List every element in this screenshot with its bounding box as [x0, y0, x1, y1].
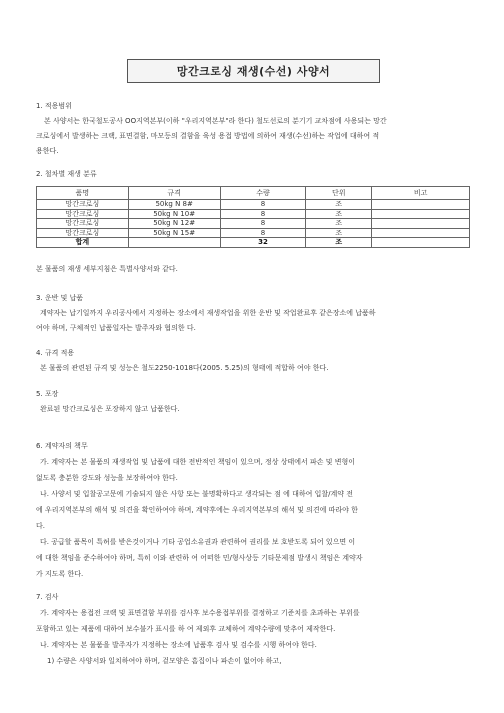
section-1-line: 크로싱에서 발생하는 크랙, 표면결함, 마모등의 결함을 육성 용접 방법에 의하여 재생(수선)하는 작업에 대하여 적 [36, 132, 380, 140]
section-6-line: 없도록 충분한 강도와 성능을 보장하여야 한다. [36, 474, 178, 482]
section-6-line: 가 지도록 한다. [36, 570, 84, 578]
section-6-line: 에 우리지역본부의 해석 및 의견을 확인하여야 하며, 계약후에는 우리지역본부의 해석 및 의견에 따라야 한 [36, 506, 358, 514]
section-6-heading: 6. 계약자의 책무 [36, 442, 88, 450]
table-row [37, 200, 470, 210]
cell-item-name: 망간크로싱 [37, 219, 129, 229]
cell-item-name: 망간크로싱 [37, 228, 129, 238]
section-2-note: 본 물품의 재생 세부지침은 특별사양서와 같다. [36, 265, 178, 273]
cell-remarks [372, 209, 470, 219]
section-7-line: 나. 계약자는 본 물품을 발주자가 지정하는 장소에 납품후 검사 및 검수를 시행 하여야 한다. [40, 641, 317, 649]
cell-item-name: 망간크로싱 [37, 209, 129, 219]
cell-quantity: 8 [220, 228, 306, 238]
cell-remarks [372, 200, 470, 210]
table-row [37, 219, 470, 229]
cell-remarks [372, 228, 470, 238]
cell-unit: 조 [306, 219, 372, 229]
cell-spec: 50kg N 10# [128, 209, 220, 219]
section-1-line: 본 사양서는 한국철도공사 OO지역본부(이하 "우리지역본부"라 한다) 철도선로의 분기기 교차점에 사용되는 망간 [44, 117, 387, 125]
section-1-line: 용한다. [36, 147, 59, 155]
cell-quantity: 8 [220, 209, 306, 219]
classification-table [36, 186, 470, 248]
table-row [37, 209, 470, 219]
section-5-heading: 5. 포장 [36, 390, 59, 398]
document-title: 망간크로싱 재생(수선) 사양서 [127, 59, 380, 83]
header-unit: 단위 [306, 187, 372, 200]
section-1-heading: 1. 적용범위 [36, 102, 72, 110]
header-remarks: 비고 [372, 187, 470, 200]
section-4-heading: 4. 규격 적용 [36, 349, 75, 357]
cell-quantity: 8 [220, 200, 306, 210]
total-unit: 조 [306, 238, 372, 248]
section-3-line: 여야 하며, 구체적인 납품일자는 발주자와 협의한 다. [36, 324, 196, 332]
section-6-line: 가. 계약자는 본 물품의 재생작업 및 납품에 대한 전반적인 책임이 있으며, 정상 상태에서 파손 및 변형이 [40, 458, 356, 466]
cell-unit: 조 [306, 228, 372, 238]
header-item-name: 품명 [37, 187, 129, 200]
header-spec: 규격 [128, 187, 220, 200]
section-7-line: 가. 계약자는 용접전 크랙 및 표면결함 부위를 검사후 보수용접부위를 결정하고 기준치를 초과하는 부위를 [40, 609, 360, 617]
section-6-line: 다. [36, 522, 45, 530]
cell-quantity: 8 [220, 219, 306, 229]
section-7-line: 포함하고 있는 제품에 대하여 보수불가 표시를 하 여 제외후 교체하여 계약수량에 맞추어 제작한다. [36, 625, 336, 633]
section-6-line: 다. 공급할 품목이 특허를 받은것이거나 기타 공업소유권과 관련하여 권리를 보 호받도록 되어 있으면 이 [40, 538, 356, 546]
total-remarks [372, 238, 470, 248]
cell-remarks [372, 219, 470, 229]
cell-unit: 조 [306, 200, 372, 210]
table-total-row [37, 238, 470, 248]
section-6-line: 나. 사양서 및 입찰공고문에 기술되지 않은 사항 또는 불명확하다고 생각되는 점 에 대하여 입찰/계약 전 [40, 490, 353, 498]
section-7-heading: 7. 검사 [36, 593, 59, 601]
section-2-heading: 2. 철차별 재생 분류 [36, 170, 97, 178]
cell-spec: 50kg N 8# [128, 200, 220, 210]
section-3-heading: 3. 운반 및 납품 [36, 294, 84, 302]
total-quantity: 32 [220, 238, 306, 248]
header-quantity: 수량 [220, 187, 306, 200]
table-header-row [37, 187, 470, 200]
cell-spec: 50kg N 12# [128, 219, 220, 229]
section-7-line: 1) 수량은 사양서와 일치하여야 하며, 겉모양은 흠집이나 파손이 없어야 하고, [47, 657, 282, 665]
cell-item-name: 망간크로싱 [37, 200, 129, 210]
cell-unit: 조 [306, 209, 372, 219]
cell-spec: 50kg N 15# [128, 228, 220, 238]
section-6-line: 에 대한 책임을 준수하여야 하며, 특히 이와 관련하 여 어떠한 민/형사상등 기타문제점 발생시 책임은 계약자 [36, 554, 363, 562]
total-label: 합계 [37, 238, 129, 248]
table-row [37, 228, 470, 238]
section-4-line: 본 물품의 관련된 규격 및 성능은 철도2250-1018다(2005. 5.25)의 형태에 적합하 여야 한다. [40, 364, 329, 372]
total-spec [128, 238, 220, 248]
section-5-line: 완료된 망간크로싱은 포장하지 않고 납품한다. [40, 405, 180, 413]
section-3-line: 계약자는 납기일까지 우리공사에서 지정하는 장소에서 재생작업을 위한 운반 및 작업완료후 같은장소에 납품하 [40, 309, 376, 317]
